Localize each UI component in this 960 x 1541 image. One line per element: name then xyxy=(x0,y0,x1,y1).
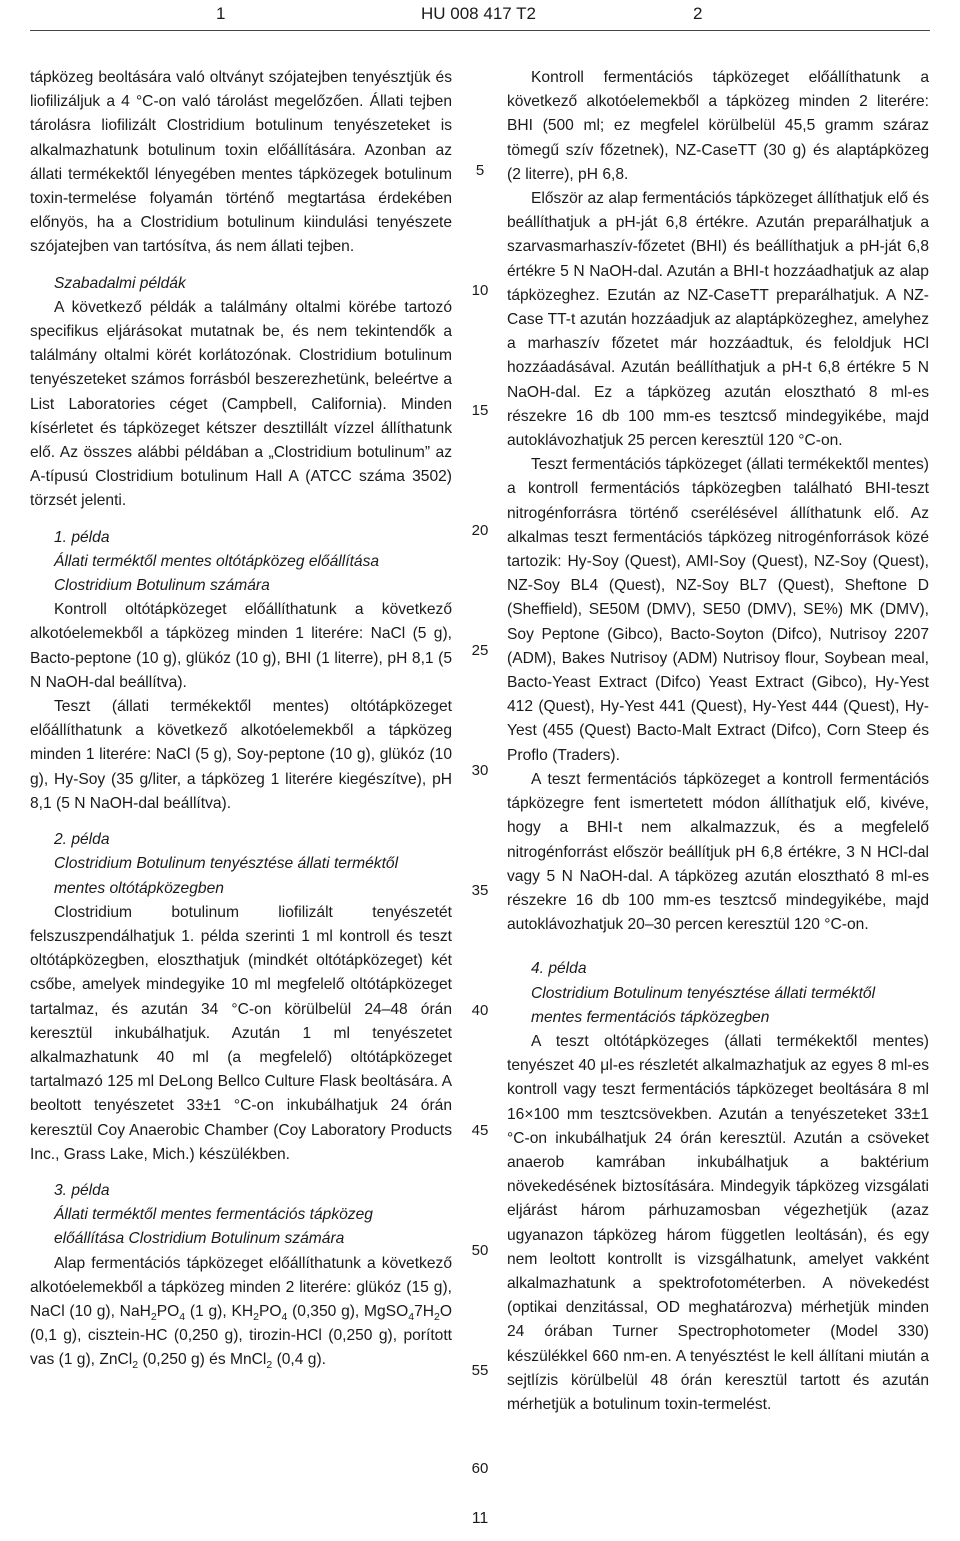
example-number: 1. példa xyxy=(54,528,110,546)
example-title: Állati terméktől mentes fermentációs tápközeg xyxy=(54,1206,373,1224)
example-title: előállítása Clostridium Botulinum számára xyxy=(54,1230,345,1248)
line-number: 5 xyxy=(475,162,485,179)
footer-page-number: 11 xyxy=(471,1510,489,1527)
line-number: 20 xyxy=(471,522,489,539)
line-number: 10 xyxy=(471,282,489,299)
paragraph: Kontroll oltótápközeget előállíthatunk a következő alkotóelemekből a tápközeg minden 1 literére: NaCl (5 g), Bacto-peptone (10 g), glükóz (10 g), BHI (1 literre), pH 8,1 (5 N NaOH-dal beállítva). xyxy=(30,601,452,691)
line-number: 45 xyxy=(471,1122,489,1139)
document-id: HU 008 417 T2 xyxy=(421,4,536,23)
right-column xyxy=(507,66,929,1417)
example-title: mentes oltótápközegben xyxy=(54,879,224,897)
example-number: 3. példa xyxy=(54,1181,110,1199)
paragraph: Először az alap fermentációs tápközeget állíthatjuk elő és beállíthatjuk a pH-ját 6,8 értékre. Azután preparálhatjuk a szarvasmarhaszív-főzetet (BHI) és beállíthatjuk a pH-ját 6,8 értékre 5 N NaOH-dal. Azután a BHI-t hozzáadhatjuk az alap tápközeghez. Ezután az NZ-CaseTT preparálhatjuk. A NZ-Case TT-t azután hozzáadjuk az alaptápközeghez, amelyhez a marhaszív főzetet már hozzáadtuk, és feloldjuk HCl hozzáadásával. Azután beállíthatjuk a pH-t 6,8 értékre 5 N NaOH-dal. Ez a tápközeg azután elosztható 8 ml-es részekre 16 db 100 mm-es tesztcső mindegyikébe, majd autoklávozhatjuk 25 percen keresztül 120 °C-on. xyxy=(507,190,929,450)
paragraph: Teszt fermentációs tápközeget (állati termékektől mentes) a kontroll fermentációs tápközegben található BHI-teszt nitrogénforrásra történő cserélésével állíthatunk elő. Az alkalmas teszt fermentációs tápközeg nitrogénforrások közé tartozik: Hy-Soy (Quest), AMI-Soy (Quest), NZ-Soy (Quest), NZ-Soy BL4 (Quest), NZ-Soy BL7 (Quest), Sheftone D (Sheffield), SE50M (DMV), SE50 (DMV), SE%) MK (DMV), Soy Peptone (Gibco), Bacto-Soyton (Difco), Nutrisoy 2207 (ADM), Bakes Nutrisoy (ADM) Nutrisoy flour, Soybean meal, Bacto-Yeast Extract (Difco) Yeast Extract (Gibco), Hy-Yest 412 (Quest), Hy-Yest 441 (Quest), Hy-Yest 444 (Quest), Hy-Yest (455 (Quest) Bacto-Malt Extract (Difco), Corn Steep és Proflo (Traders). xyxy=(507,456,929,764)
paragraph: tápközeg beoltására való oltványt szójatejben tenyésztjük és liofilizáljuk a 4 °C-on való tárolást megelőzően. Állati tejben tárolásra liofilizált Clostridium botulinum tenyészeteket is alkalmazhatunk botulinum toxin előállítására. Azonban az állati termékektől lényegében mentes tápközegek botulinum toxin-termelése folyamán történő megtartása érdekében előnyös, ha a Clostridium botulinum kiindulási tenyészete szójatejben van tartósítva, ás nem állati tejben. xyxy=(30,69,452,256)
section-title: Szabadalmi példák xyxy=(54,274,186,292)
paragraph: A teszt fermentációs tápközeget a kontroll fermentációs tápközegre fent ismertetett módon állíthatjuk elő, kivéve, hogy a BHI-t nem alkalmazzuk, és a megfelelő nitrogénforrást először beállítjuk pH 6,8 értékre, 3 N HCl-dal vagy 5 N NaOH-dal. A tápközeg azután elosztható 8 ml-es részekre 16 db 100 mm-es tesztcső mindegyikébe, majd autoklávozhatjuk 20–30 percen keresztül 120 °C-on. xyxy=(507,770,929,934)
line-number: 25 xyxy=(471,642,489,659)
example-title: Clostridium Botulinum tenyésztése állati terméktől xyxy=(54,855,399,873)
page-header xyxy=(0,0,960,30)
line-number: 50 xyxy=(471,1242,489,1259)
line-number: 35 xyxy=(471,882,489,899)
paragraph: Kontroll fermentációs tápközeget előállíthatunk a következő alkotóelemekből a tápközeg minden 2 literére: BHI (500 ml; ez megfelel körülbelül 45,5 gramm száraz tömegű szív főzetnek), NZ-CaseTT (30 g) és alaptápközeg (2 literre), pH 6,8. xyxy=(507,69,929,183)
line-number: 15 xyxy=(471,402,489,419)
line-number: 55 xyxy=(471,1362,489,1379)
example-number: 4. példa xyxy=(531,960,587,978)
example-number: 2. példa xyxy=(54,831,110,849)
example-title: Állati terméktől mentes oltótápközeg előállítása xyxy=(54,552,380,570)
header-rule xyxy=(30,30,930,31)
line-number: 40 xyxy=(471,1002,489,1019)
paragraph: A következő példák a találmány oltalmi körébe tartozó specifikus eljárásokat mutatnak be, és nem tekintendők a találmány oltalmi körét korlátozónak. Clostridium botulinum tenyészeteket számos forrásból beszerezhetünk, beleértve a List Laboratories céget (Campbell, California). Minden kísérletet és tápközeget kétszer desztillált vízzel állíthatunk elő. Az összes alábbi példában a „Clostridium botulinum” az A-típusú Clostridium botulinum Hall A (ATCC száma 3502) törzsét jelenti. xyxy=(30,298,452,510)
right-page-number: 2 xyxy=(693,4,703,23)
left-page-number: 1 xyxy=(216,4,226,23)
paragraph: Alap fermentációs tápközeget előállíthatunk a következő alkotóelemekből a tápközeg minden 2 literére: glükóz (15 g), NaCl (10 g), $NaH_2PO_4$ (1 g), $KH_2PO_4$ (0,350 g), $MgSO_47H_2O$ (0,1 g), cisztein-HC (0,250 g), tirozin-HCl (0,250 g), porított vas (1 g), ZnCl$_2$ (0,250 g) és MnCl$_2$ (0,4 g). xyxy=(30,1254,452,1372)
left-column xyxy=(30,66,452,1373)
line-number: 60 xyxy=(471,1460,489,1477)
paragraph: A teszt oltótápközeges (állati termékektől mentes) tenyészet 40 μl-es részletét alkalmazhatjuk az egyes 8 ml-es kontroll vagy teszt fermentációs tápközeget beoltására 8 ml 16×100 mm tesztcsövekben. Azután a tenyészeteket 33±1 °C-on inkubálhatjuk 24 órán keresztül. Azután a csöveket anaerob kamrában inkubálhatjuk a baktérium növekedésének biztosítására. Mindegyik tápközeg vizsgálati eljárást három párhuzamosban végezhetjük (azaz ugyanazon tápközeg három független leoltásán), és egy nem leoltott kontrollt is vizsgálhatunk, amelyet vakként alkalmazhatunk a spektrofotométerben. A növekedést (optikai denzitással, OD meghatározva) mérhetjük minden 24 órában Turner Spectrophotometer (Model 330) készülékkel 660 nm-en. A tenyésztést le kell állítani miután a sejtlízis körülbelül 48 órán keresztül tartott és azután mérhetjük a botulinum toxin-termelést. xyxy=(507,1032,929,1413)
paragraph: Clostridium botulinum liofilizált tenyészetét felszuszpendálhatjuk 1. példa szerinti 1 ml kontroll és teszt oltótápközegben, eloszthatjuk (mindkét oltótápközeget) két csőbe, amelyek mindegyike 10 ml megfelelő oltótápközeget tartalmaz, és azután 34 °C-on körülbelül 24–48 órán keresztül inkubálhatjuk. Azután 1 ml tenyészetet alkalmazhatunk 40 ml (a megfelelő) oltótápközeget tartalmazó 125 ml DeLong Bellco Culture Flask beoltására. A beoltott tenyészetet 33±1 °C-on inkubálhatjuk 24 órán keresztül Coy Anaerobic Chamber (Coy Laboratory Products Inc., Grass Lake, Mich.) készülékben. xyxy=(30,903,452,1163)
line-number: 30 xyxy=(471,762,489,779)
example-title: Clostridium Botulinum tenyésztése állati terméktől xyxy=(531,984,876,1002)
example-title: Clostridium Botulinum számára xyxy=(54,577,270,595)
paragraph: Teszt (állati termékektől mentes) oltótápközeget előállíthatunk a következő alkotóelemekből a tápközeg minden 1 literére: NaCl (5 g), Soy-peptone (10 g), glükóz (10 g), Hy-Soy (35 g/liter, a tápközeg 1 literére kiegészítve), pH 8,1 (5 N NaOH-dal beállítva). xyxy=(30,698,452,812)
example-title: mentes fermentációs tápközegben xyxy=(531,1008,770,1026)
